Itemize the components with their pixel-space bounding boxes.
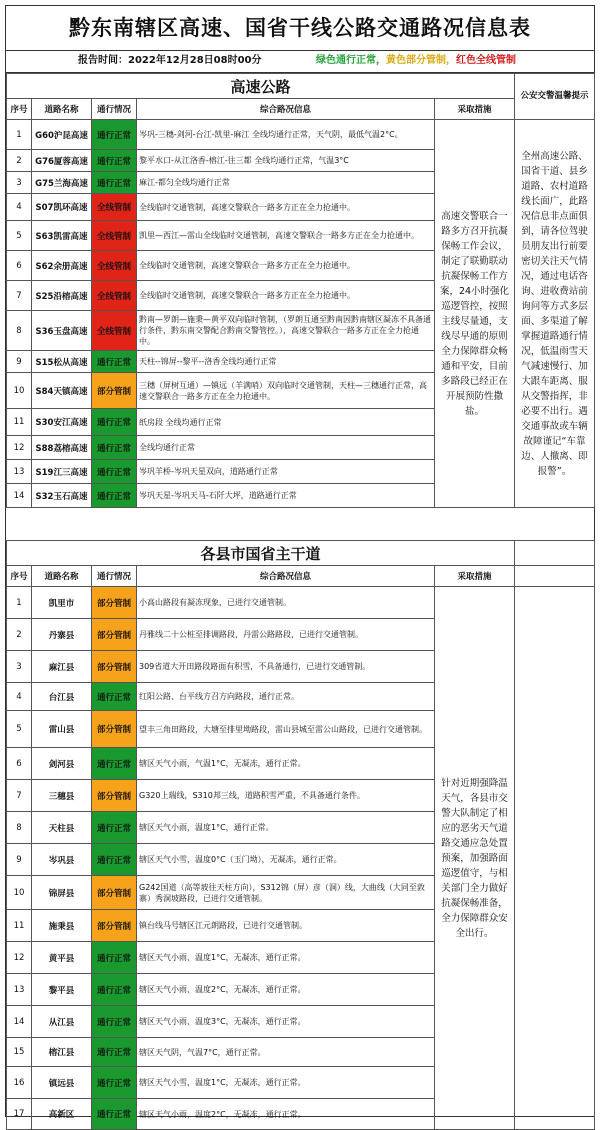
status-badge: 通行正常 xyxy=(92,150,137,172)
status-badge: 通行正常 xyxy=(92,351,137,373)
road-name: S84天镇高速 xyxy=(32,373,92,409)
report-bar xyxy=(6,50,594,73)
header-name: 道路名称 xyxy=(32,99,92,120)
status-badge: 全线管制 xyxy=(92,311,137,351)
header-seq: 序号 xyxy=(7,566,32,587)
status-badge: 通行正常 xyxy=(92,436,137,460)
row-seq: 10 xyxy=(7,876,32,910)
status-badge: 通行正常 xyxy=(92,460,137,484)
road-info: G242国道（高等坡往天柱方向），S312锦（屏）彦（洞）线，大曲线（大同至敦寨）秀洞坡路段，已进行交通管制。 xyxy=(137,876,435,910)
road-info: 岑巩羊桥-岑巩天星双向，道路通行正常 xyxy=(137,460,435,484)
row-seq: 5 xyxy=(7,711,32,748)
road-name: 凯里市 xyxy=(32,587,92,619)
road-name: S36玉盘高速 xyxy=(32,311,92,351)
row-seq: 14 xyxy=(7,1006,32,1038)
row-seq: 4 xyxy=(7,194,32,221)
highway-section-title: 高速公路 xyxy=(7,74,515,99)
row-seq: 16 xyxy=(7,1067,32,1099)
road-info: 全线临时交通管制，高速交警联合一路多方正在全力抢通中。 xyxy=(137,251,435,281)
status-badge: 通行正常 xyxy=(92,1099,137,1130)
row-seq: 8 xyxy=(7,812,32,844)
status-badge: 部分管制 xyxy=(92,910,137,942)
row-seq: 6 xyxy=(7,748,32,780)
status-badge: 全线管制 xyxy=(92,251,137,281)
road-name: 丹寨县 xyxy=(32,619,92,651)
road-info: 全线临时交通管制，高速交警联合一路多方正在全力抢通中。 xyxy=(137,194,435,221)
status-badge: 通行正常 xyxy=(92,1006,137,1038)
row-seq: 1 xyxy=(7,587,32,619)
row-seq: 17 xyxy=(7,1099,32,1130)
road-name: 天柱县 xyxy=(32,812,92,844)
row-seq: 3 xyxy=(7,651,32,683)
row-seq: 15 xyxy=(7,1038,32,1067)
status-badge: 全线管制 xyxy=(92,221,137,251)
legend-green: 绿色通行正常， xyxy=(316,55,386,66)
status-badge: 部分管制 xyxy=(92,711,137,748)
status-badge: 通行正常 xyxy=(92,974,137,1006)
header-measure: 采取措施 xyxy=(435,99,515,120)
road-info: 镇台线马号辖区江元朗路段，已进行交通管制。 xyxy=(137,910,435,942)
road-name: S88荔榕高速 xyxy=(32,436,92,460)
county-section-title: 各县市国省主干道 xyxy=(7,541,515,566)
status-badge: 通行正常 xyxy=(92,484,137,508)
status-legend xyxy=(316,50,516,72)
road-info: 全线临时交通管制，高速交警联合一路多方正在全力抢通中。 xyxy=(137,281,435,311)
road-info: 辖区天气小雨，温度1°C，通行正常。 xyxy=(137,812,435,844)
road-name: S07凯环高速 xyxy=(32,194,92,221)
status-badge: 通行正常 xyxy=(92,409,137,436)
road-name: 施秉县 xyxy=(32,910,92,942)
county-measures: 针对近期强降温天气，各县市交警大队制定了相应的恶劣天气道路交通应急处置预案，加强路面巡逻值守，与相关部门全力做好抗凝保畅准备，全力保障群众安全出行。 xyxy=(435,587,515,1130)
table-row xyxy=(7,587,595,619)
header-name: 道路名称 xyxy=(32,566,92,587)
row-seq: 13 xyxy=(7,974,32,1006)
road-info: 黔南—罗朗—施秉—黄平双向临时管制，（罗朗互通至黔南因黔南辖区凝冻不具备通行条件，黔东南交警配合黔南交警管控。），高速交警联合一路多方正在全力抢通中。 xyxy=(137,311,435,351)
row-seq: 2 xyxy=(7,619,32,651)
status-badge: 部分管制 xyxy=(92,373,137,409)
tip-header: 公安交警温馨提示 xyxy=(515,74,595,120)
road-name: 从江县 xyxy=(32,1006,92,1038)
road-info: 岑巩天星-岑巩天马-石阡大坪，道路通行正常 xyxy=(137,484,435,508)
header-status: 通行情况 xyxy=(92,99,137,120)
road-name: 岑巩县 xyxy=(32,844,92,876)
road-info: 辖区天气小雪，温度0°C（玉门坳），无凝冻，通行正常。 xyxy=(137,844,435,876)
status-badge: 通行正常 xyxy=(92,844,137,876)
road-info: 凯里—西江—雷山全线临时交通管制，高速交警联合一路多方正在全力抢通中。 xyxy=(137,221,435,251)
road-info: 小高山路段有凝冻现象，已进行交通管制。 xyxy=(137,587,435,619)
header-info: 综合路况信息 xyxy=(137,99,435,120)
tip-continuation xyxy=(515,566,595,587)
header-seq: 序号 xyxy=(7,99,32,120)
road-name: S62余册高速 xyxy=(32,251,92,281)
road-name: 雷山县 xyxy=(32,711,92,748)
road-info: 丹雅线二十公桩至排调路段，丹雷公路路段，已进行交通管制。 xyxy=(137,619,435,651)
page-title: 黔东南辖区高速、国省干线公路交通路况信息表 xyxy=(6,6,594,51)
header-status: 通行情况 xyxy=(92,566,137,587)
road-name: 剑河县 xyxy=(32,748,92,780)
status-badge: 通行正常 xyxy=(92,1067,137,1099)
road-info: 天柱--锦屏--黎平--洛香全线均通行正常 xyxy=(137,351,435,373)
status-badge: 部分管制 xyxy=(92,587,137,619)
tip-continuation xyxy=(515,541,595,566)
road-info: 辖区天气小雨，温度2°C，无凝冻，通行正常。 xyxy=(137,974,435,1006)
road-name: G75兰海高速 xyxy=(32,172,92,194)
road-info: 望丰三角田路段，大塘至排里坳路段，雷山县城至雷公山路段，已进行交通管制。 xyxy=(137,711,435,748)
status-badge: 全线管制 xyxy=(92,194,137,221)
status-badge: 全线管制 xyxy=(92,281,137,311)
legend-yellow: 黄色部分管制， xyxy=(386,55,456,66)
legend-red: 红色全线管制 xyxy=(456,55,516,66)
table-row xyxy=(7,120,595,150)
police-tip: 全州高速公路、国省干道、县乡道路、农村道路线长面广，此路况信息非点面俱到，请各位驾驶员朋友出行前要密切关注天气情况，通过电话咨询、进收费站前询问等方式多层面、多渠道了解掌握道路通行情况，低温雨雪天气减速慢行、加大跟车距离、服从交警指挥，非必要不出行。遇交通事故或车辆故障谨记“车靠边、人撤离、即报警”。 xyxy=(515,120,595,508)
road-name: G60沪昆高速 xyxy=(32,120,92,150)
road-info: 309省道大开田路段路面有积雪，不具备通行，已进行交通管制。 xyxy=(137,651,435,683)
road-info: 黎平水口-从江洛香-榕江-往三都 全线均通行正常，气温3°C xyxy=(137,150,435,172)
row-seq: 8 xyxy=(7,311,32,351)
status-badge: 通行正常 xyxy=(92,120,137,150)
road-info: 麻江-都匀全线均通行正常 xyxy=(137,172,435,194)
road-info: 辖区天气小雨，温度2°C，无凝冻，通行正常。 xyxy=(137,1099,435,1130)
road-info: 三穗（屏树互通）—镇远（羊满哨）双向临时交通管制，天柱—三穗通行正常，高速交警联合一路多方正在全力抢通中。 xyxy=(137,373,435,409)
road-name: 高新区 xyxy=(32,1099,92,1130)
road-name: 锦屏县 xyxy=(32,876,92,910)
row-seq: 10 xyxy=(7,373,32,409)
row-seq: 3 xyxy=(7,172,32,194)
header-info: 综合路况信息 xyxy=(137,566,435,587)
row-seq: 12 xyxy=(7,942,32,974)
road-info: 红阳公路、台平线方召方向路段，通行正常。 xyxy=(137,683,435,711)
row-seq: 14 xyxy=(7,484,32,508)
road-name: S15松从高速 xyxy=(32,351,92,373)
road-info: 辖区天气小雪，温度1°C，无凝冻，通行正常。 xyxy=(137,1067,435,1099)
status-badge: 通行正常 xyxy=(92,172,137,194)
road-info: 辖区天气阴，气温7°C，通行正常。 xyxy=(137,1038,435,1067)
row-seq: 7 xyxy=(7,780,32,812)
road-info: 辖区天气小雨，温度3°C，无凝冻，通行正常。 xyxy=(137,1006,435,1038)
highway-table xyxy=(6,73,595,508)
row-seq: 13 xyxy=(7,460,32,484)
row-seq: 7 xyxy=(7,281,32,311)
road-name: G76厦蓉高速 xyxy=(32,150,92,172)
row-seq: 11 xyxy=(7,910,32,942)
row-seq: 2 xyxy=(7,150,32,172)
row-seq: 6 xyxy=(7,251,32,281)
header-measure: 采取措施 xyxy=(435,566,515,587)
road-name: S25沿榕高速 xyxy=(32,281,92,311)
report-time: 报告时间：2022年12月28日08时00分 xyxy=(78,55,262,66)
row-seq: 1 xyxy=(7,120,32,150)
road-info: 全线均通行正常 xyxy=(137,436,435,460)
status-badge: 通行正常 xyxy=(92,748,137,780)
status-badge: 通行正常 xyxy=(92,942,137,974)
row-seq: 5 xyxy=(7,221,32,251)
road-name: S19江三高速 xyxy=(32,460,92,484)
road-name: 榕江县 xyxy=(32,1038,92,1067)
road-info: 纸房段 全线均通行正常 xyxy=(137,409,435,436)
row-seq: 11 xyxy=(7,409,32,436)
tip-continuation xyxy=(515,587,595,1130)
row-seq: 4 xyxy=(7,683,32,711)
road-info: G320上瑞线，S310邦三线，道路积雪严重，不具备通行条件。 xyxy=(137,780,435,812)
status-badge: 部分管制 xyxy=(92,876,137,910)
row-seq: 9 xyxy=(7,351,32,373)
road-info: 辖区天气小雨，气温1°C，无凝冻，通行正常。 xyxy=(137,748,435,780)
county-table xyxy=(6,540,595,1130)
road-name: 黎平县 xyxy=(32,974,92,1006)
road-name: 台江县 xyxy=(32,683,92,711)
status-badge: 通行正常 xyxy=(92,1038,137,1067)
road-name: 三穗县 xyxy=(32,780,92,812)
status-badge: 部分管制 xyxy=(92,619,137,651)
road-name: 麻江县 xyxy=(32,651,92,683)
road-info: 辖区天气小雨，温度1°C，无凝冻，通行正常。 xyxy=(137,942,435,974)
road-info: 岑巩-三穗-剑河-台江-凯里-麻江 全线均通行正常，天气阴，最低气温2°C。 xyxy=(137,120,435,150)
info-sheet xyxy=(5,5,595,1120)
status-badge: 通行正常 xyxy=(92,812,137,844)
status-badge: 通行正常 xyxy=(92,683,137,711)
row-seq: 12 xyxy=(7,436,32,460)
road-name: 黄平县 xyxy=(32,942,92,974)
road-name: 镇远县 xyxy=(32,1067,92,1099)
status-badge: 部分管制 xyxy=(92,651,137,683)
highway-measures: 高速交警联合一路多方召开抗凝保畅工作会议，制定了联勤联动抗凝保畅工作方案，24小时强化巡逻管控，按照主线尽量通，支线尽早通的原则全力保障群众畅通和平安，目前多路段已经正在开展预防性撒盐。 xyxy=(435,120,515,508)
road-name: S63凯雷高速 xyxy=(32,221,92,251)
status-badge: 部分管制 xyxy=(92,780,137,812)
road-name: S30安江高速 xyxy=(32,409,92,436)
row-seq: 9 xyxy=(7,844,32,876)
road-name: S32玉石高速 xyxy=(32,484,92,508)
